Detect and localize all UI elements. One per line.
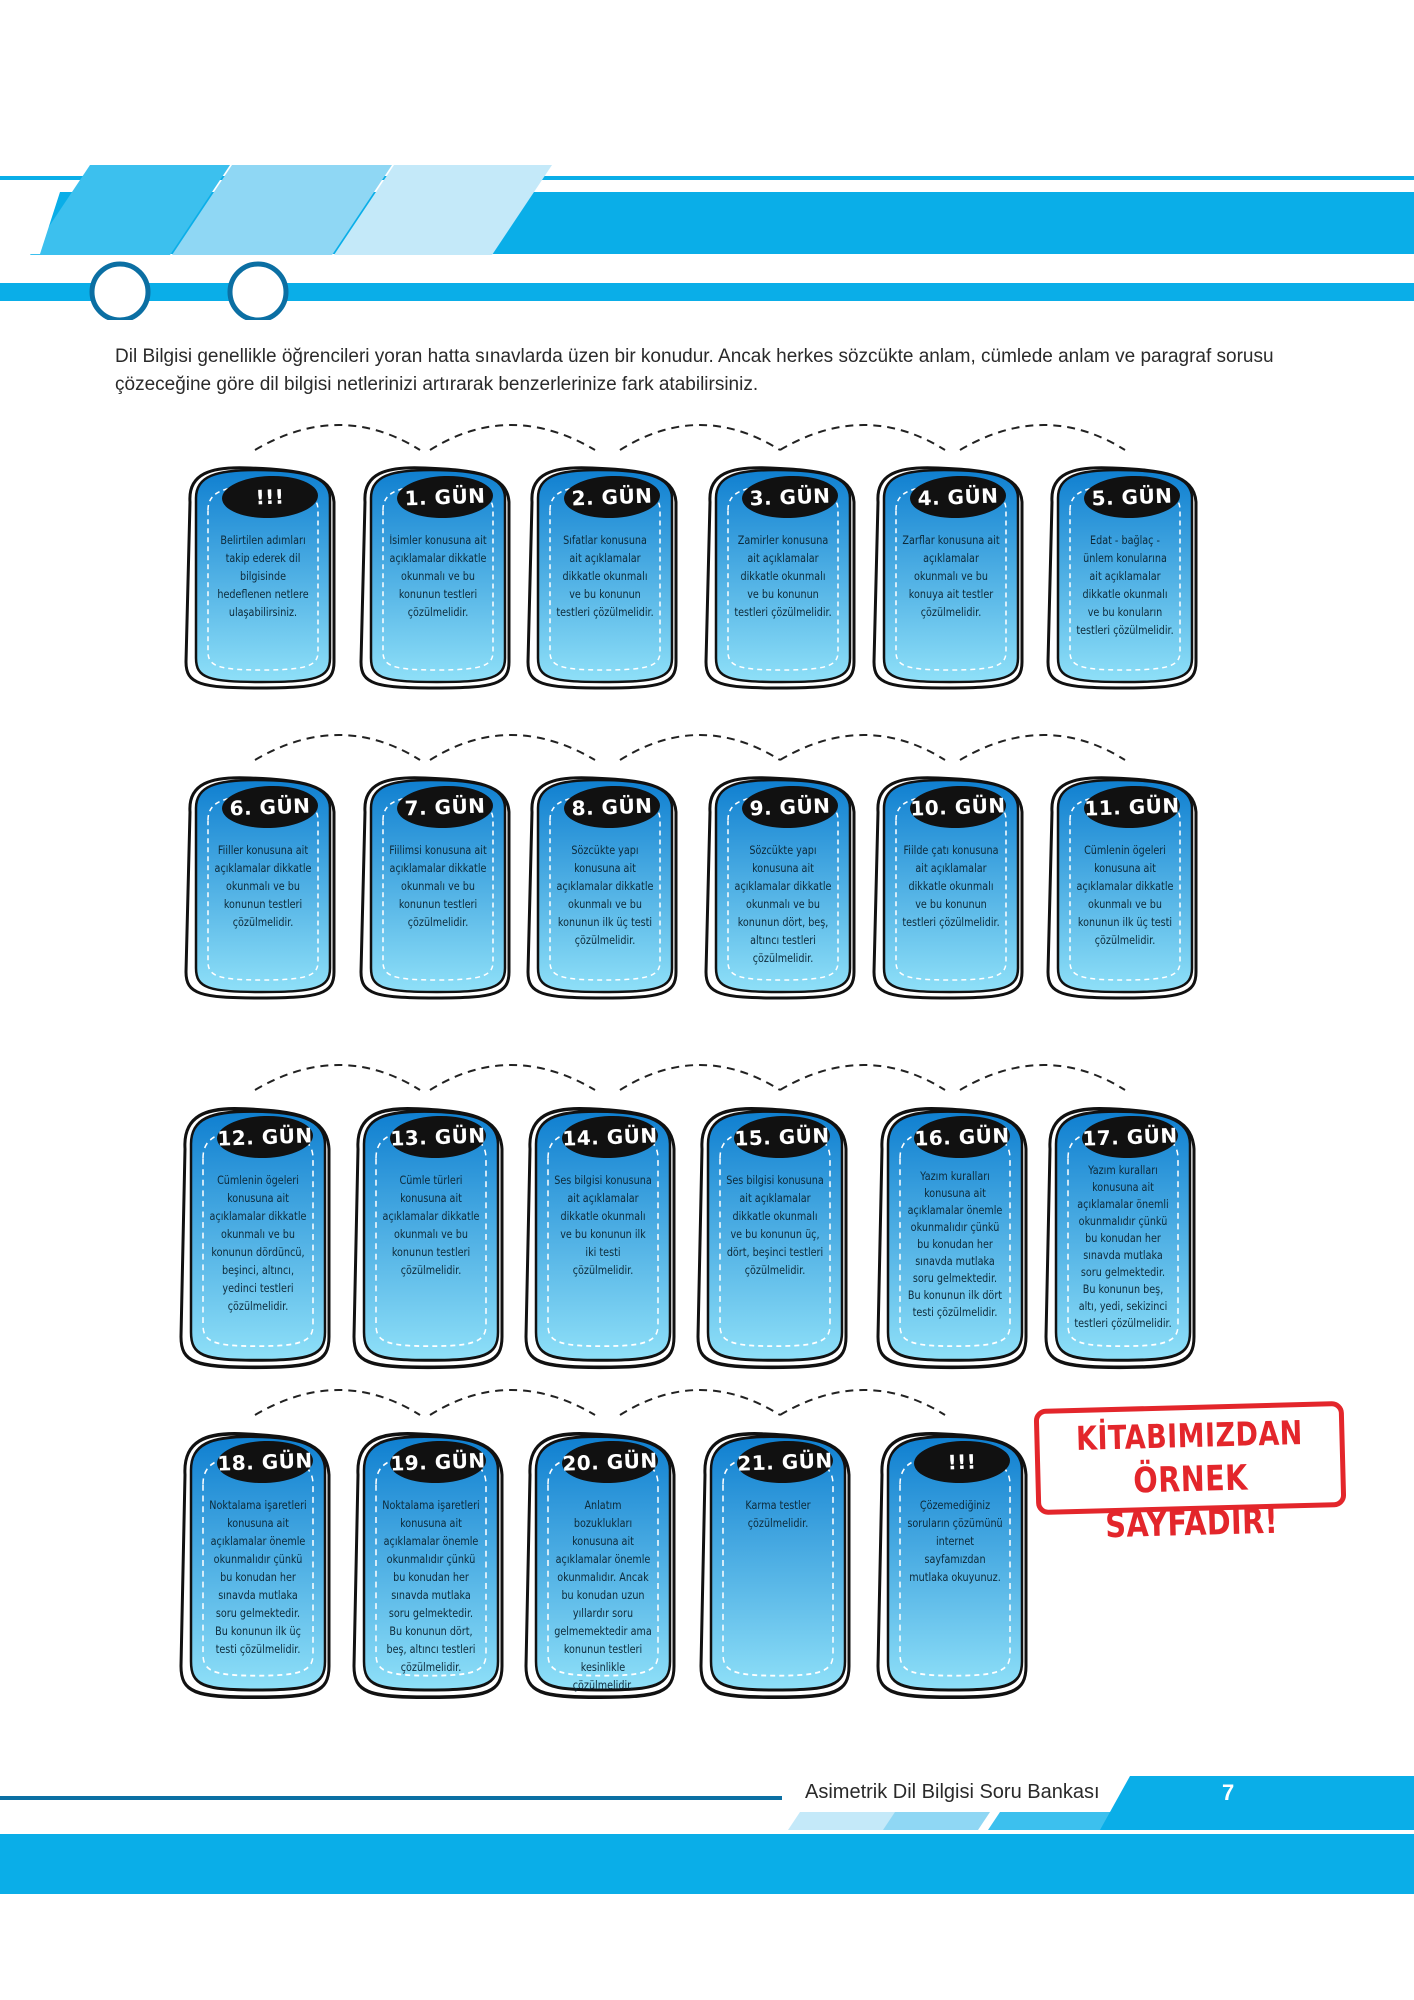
day-badge: 16. GÜN [913,1114,1010,1159]
day-card [355,462,515,692]
arc-row4-3 [620,1390,780,1415]
day-badge: 20. GÜN [561,1439,658,1484]
day-badge: 10. GÜN [909,784,1006,829]
day-card [692,1102,852,1372]
day-description: Fiilde çatı konusuna ait açıklamalar dikkatle okunmalı ve bu konunun testleri çözülmelidir. [902,844,1000,929]
day-badge: 14. GÜN [561,1114,658,1159]
day-card [180,462,340,692]
arc-row2-3 [620,735,780,760]
day-description: Belirtilen adımları takip ederek dil bilgisinde hedeflenen netlere ulaşabilirsiniz. [217,534,309,619]
day-badge: 15. GÜN [733,1114,830,1159]
day-card [348,1102,508,1372]
day-card [180,772,340,1002]
day-card [175,1427,335,1702]
day-badge: 18. GÜN [216,1439,313,1484]
day-card [1040,1102,1200,1372]
arc-row3-4 [780,1065,945,1090]
day-card [1042,462,1202,692]
day-card [872,1427,1032,1702]
intro-line-1: Dil Bilgisi genellikle öğrencileri yoran hatta sınavlarda üzen bir konudur. Ancak herkes sözcükte anlam, cümlede anlam ve paragraf sorusu [115,346,1274,367]
footer-decoration [0,1760,1414,1900]
day-description: Zamirler konusuna ait açıklamalar dikkatle okunmalı ve bu konunun testleri çözülmelidir. [734,534,832,619]
day-card [695,1427,855,1702]
arc-row4-4 [780,1390,945,1415]
day-badge: 17. GÜN [1081,1114,1178,1159]
day-description: Fiiller konusuna ait açıklamalar dikkatle okunmalı ve bu konunun testleri çözülmelidir. [214,844,312,929]
day-badge: 19. GÜN [389,1439,486,1484]
arc-row1-4 [780,425,945,450]
day-description: Anlatım bozuklukları konusuna ait açıklamalar önemle okunmalıdır. Ancak bu konudan uzun yıllardır soru gelmemektedir ama konunun testleri kesinlikle çözülmelidir. [554,1499,652,1692]
day-description: Çözemediğiniz soruların çözümünü internet sayfamızdan mutlaka okuyunuz. [907,1499,1003,1584]
arc-row3-2 [430,1065,595,1090]
arc-row1-2 [430,425,595,450]
day-description: Noktalama işaretleri konusuna ait açıklamalar önemle okunmalıdır çünkü bu konudan her sınavda mutlaka soru gelmektedir. Bu konunun dört, beş, altıncı testleri çözülmelidir. [382,1499,480,1674]
arc-row1-1 [255,425,420,450]
day-badge: 5. GÜN [1083,474,1180,519]
day-card [522,772,682,1002]
day-badge: 7. GÜN [396,784,493,829]
day-description: Noktalama işaretleri konusuna ait açıklamalar önemle okunmalıdır çünkü bu konudan her sınavda mutlaka soru gelmektedir. Bu konunun ilk üç testi çözülmelidir. [209,1499,307,1656]
arc-row2-4 [780,735,945,760]
day-badge: 13. GÜN [389,1114,486,1159]
day-card [355,772,515,1002]
day-card [700,772,860,1002]
day-description: Ses bilgisi konusuna ait açıklamalar dikkatle okunmalı ve bu konunun üç, dört, beşinci testleri çözülmelidir. [726,1174,824,1277]
arc-row3-5 [960,1065,1125,1090]
day-description: İsimler konusuna ait açıklamalar dikkatle okunmalı ve bu konunun testleri çözülmelidir. [389,534,487,619]
day-card [520,1427,680,1702]
day-badge: 4. GÜN [909,474,1006,519]
day-description: Cümle türleri konusuna ait açıklamalar dikkatle okunmalı ve bu konunun testleri çözülmelidir. [382,1174,480,1277]
day-description: Yazım kuralları konusuna ait açıklamalar önemle okunmalıdır çünkü bu konudan her sınavda mutlaka soru gelmektedir. Bu konunun ilk dört testi çözülmelidir. [907,1170,1003,1319]
day-card [868,772,1028,1002]
day-description: Cümlenin ögeleri konusuna ait açıklamalar dikkatle okunmalı ve bu konunun dördüncü, beşinci, altıncı, yedinci testleri çözülmelidir. [209,1174,307,1313]
day-card [175,1102,335,1372]
day-badge: !!! [913,1439,1010,1484]
footer-book-title: Asimetrik Dil Bilgisi Soru Bankası [805,1781,1100,1803]
arc-row4-2 [430,1390,595,1415]
arc-row2-2 [430,735,595,760]
arc-row2-1 [255,735,420,760]
day-badge: 12. GÜN [216,1114,313,1159]
day-description: Sözcükte yapı konusuna ait açıklamalar dikkatle okunmalı ve bu konunun ilk üç testi çözülmelidir. [556,844,654,947]
arc-row3-3 [620,1065,780,1090]
day-badge: 6. GÜN [221,784,318,829]
sample-page-stamp [1034,1401,1347,1547]
day-card [520,1102,680,1372]
stamp-line-2: ÖRNEK SAYFADIR! [1104,1458,1279,1547]
arc-row3-1 [255,1065,420,1090]
day-description: Ses bilgisi konusuna ait açıklamalar dikkatle okunmalı ve bu konunun ilk iki testi çözülmelidir. [554,1174,652,1277]
intro-line-2: çözeceğine göre dil bilgisi netlerinizi artırarak benzerlerinize fark atabilirsiniz. [115,374,759,395]
arc-row4-1 [255,1390,420,1415]
day-badge: 21. GÜN [736,1439,833,1484]
stamp-line-1: KİTABIMIZDAN [1075,1413,1304,1458]
day-badge: 1. GÜN [396,474,493,519]
day-card [348,1427,508,1702]
page-number: 7 [1222,1780,1235,1805]
day-description: Karma testler çözülmelidir. [745,1499,811,1530]
day-description: Sözcükte yapı konusuna ait açıklamalar dikkatle okunmalı ve bu konunun dört, beş, altıncı testleri çözülmelidir. [734,844,832,965]
day-badge: 8. GÜN [563,784,660,829]
header-decoration [0,0,1414,320]
arc-row1-5 [960,425,1125,450]
day-badge: 9. GÜN [741,784,838,829]
arc-row2-5 [960,735,1125,760]
day-description: Cümlenin ögeleri konusuna ait açıklamalar dikkatle okunmalı ve bu konunun ilk üç testi çözülmelidir. [1076,844,1174,947]
day-description: Fiilimsi konusuna ait açıklamalar dikkatle okunmalı ve bu konunun testleri çözülmelidir. [389,844,487,929]
day-card [522,462,682,692]
day-badge: 11. GÜN [1083,784,1180,829]
day-description: Yazım kuralları konusuna ait açıklamalar önemli okunmalıdır çünkü bu konudan her sınavda mutlaka soru gelmektedir. Bu konunun beş, altı, yedi, sekizinci testleri çözülmelidir. [1074,1164,1172,1330]
day-badge: 2. GÜN [563,474,660,519]
arc-row1-3 [620,425,780,450]
intro-text [115,343,1345,399]
day-badge: !!! [221,474,318,519]
day-card [868,462,1028,692]
day-description: Zarflar konusuna ait açıklamalar okunmalı ve bu konuya ait testler çözülmelidir. [902,534,1000,619]
day-description: Edat - bağlaç - ünlem konularına ait açıklamalar dikkatle okunmalı ve bu konuların testleri çözülmelidir. [1076,534,1174,637]
day-card [872,1102,1032,1372]
day-card [1042,772,1202,1002]
day-description: Sıfatlar konusuna ait açıklamalar dikkatle okunmalı ve bu konunun testleri çözülmelidir. [556,534,654,619]
day-badge: 3. GÜN [741,474,838,519]
day-card [700,462,860,692]
